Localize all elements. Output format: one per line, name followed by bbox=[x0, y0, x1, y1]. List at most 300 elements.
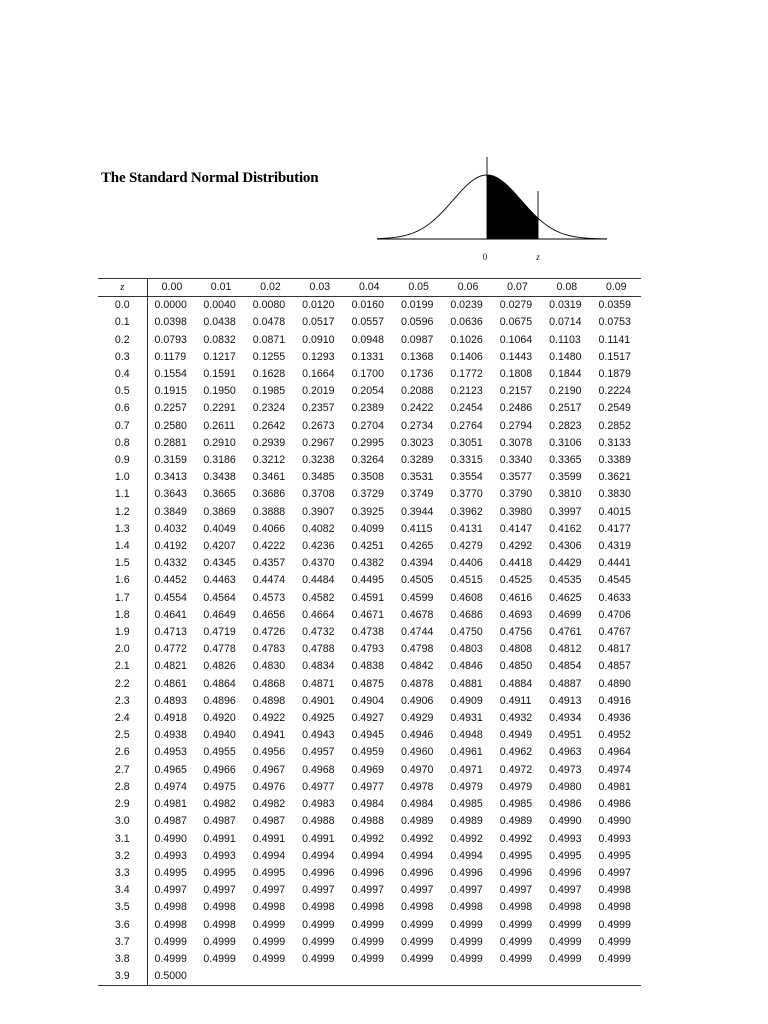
probability-cell: 0.2422 bbox=[400, 402, 434, 415]
probability-cell: 0.3849 bbox=[154, 505, 187, 518]
probability-cell: 0.3133 bbox=[598, 436, 631, 449]
probability-cell: 0.4995 bbox=[203, 866, 236, 879]
probability-cell: 0.4970 bbox=[400, 763, 434, 776]
probability-cell: 0.0832 bbox=[203, 333, 236, 346]
probability-cell: 0.4332 bbox=[154, 557, 187, 570]
probability-cell: 0.3907 bbox=[302, 505, 335, 518]
probability-cell: 0.4998 bbox=[203, 901, 236, 914]
table-row bbox=[98, 727, 641, 744]
probability-cell: 0.0040 bbox=[203, 299, 236, 312]
probability-cell: 0.4981 bbox=[598, 780, 631, 793]
probability-cell: 0.0910 bbox=[302, 333, 335, 346]
z-value-cell: 1.3 bbox=[98, 521, 147, 538]
z-value-cell: 3.0 bbox=[98, 813, 147, 830]
probability-cell: 0.0714 bbox=[549, 316, 582, 329]
probability-cell: 0.4983 bbox=[302, 798, 335, 811]
probability-cell: 0.4999 bbox=[252, 918, 286, 931]
table-row bbox=[98, 676, 641, 693]
probability-cell: 0.1331 bbox=[351, 350, 384, 363]
probability-cell: 0.4884 bbox=[499, 677, 533, 690]
probability-cell: 0.4929 bbox=[400, 712, 434, 725]
z-value-cell: 0.2 bbox=[98, 332, 147, 349]
probability-cell: 0.4803 bbox=[450, 643, 483, 656]
probability-cell: 0.1808 bbox=[499, 368, 533, 381]
probability-cell: 0.2794 bbox=[499, 419, 533, 432]
probability-cell: 0.4441 bbox=[598, 557, 631, 570]
probability-cell: 0.3997 bbox=[549, 505, 582, 518]
probability-cell: 0.2123 bbox=[450, 385, 483, 398]
z-value-cell: 0.6 bbox=[98, 400, 147, 417]
probability-cell: 0.4788 bbox=[302, 643, 335, 656]
probability-cell: 0.4049 bbox=[203, 522, 236, 535]
probability-cell: 0.4857 bbox=[598, 660, 631, 673]
probability-cell: 0.4783 bbox=[252, 643, 286, 656]
probability-cell: 0.0120 bbox=[302, 299, 335, 312]
probability-cell: 0.3531 bbox=[400, 471, 434, 484]
probability-cell: 0.4999 bbox=[154, 935, 187, 948]
z-value-cell: 0.8 bbox=[98, 435, 147, 452]
z-column-header: z bbox=[98, 279, 147, 297]
probability-cell: 0.4952 bbox=[598, 729, 631, 742]
table-row bbox=[98, 349, 641, 366]
z-value-cell: 1.0 bbox=[98, 469, 147, 486]
probability-cell: 0.1879 bbox=[598, 368, 631, 381]
probability-cell bbox=[394, 968, 443, 986]
table-row bbox=[98, 865, 641, 882]
probability-cell: 0.4535 bbox=[549, 574, 582, 587]
probability-cell: 0.0596 bbox=[400, 316, 434, 329]
probability-cell bbox=[443, 968, 492, 986]
table-row bbox=[98, 366, 641, 383]
probability-cell: 0.4946 bbox=[400, 729, 434, 742]
probability-cell: 0.4719 bbox=[203, 626, 236, 639]
z-value-cell: 2.0 bbox=[98, 641, 147, 658]
column-header: 0.08 bbox=[556, 281, 578, 293]
probability-cell: 0.4999 bbox=[450, 952, 483, 965]
probability-cell: 0.4996 bbox=[351, 866, 384, 879]
probability-cell: 0.3770 bbox=[450, 488, 483, 501]
probability-cell: 0.4990 bbox=[154, 832, 187, 845]
probability-cell: 0.4932 bbox=[499, 712, 533, 725]
probability-cell: 0.4994 bbox=[351, 849, 384, 862]
probability-cell: 0.4881 bbox=[450, 677, 483, 690]
probability-cell bbox=[246, 968, 295, 986]
probability-cell: 0.2939 bbox=[252, 436, 286, 449]
table-header-row bbox=[98, 279, 641, 297]
probability-cell: 0.4732 bbox=[302, 626, 335, 639]
probability-cell: 0.4131 bbox=[450, 522, 483, 535]
table-row bbox=[98, 383, 641, 400]
z-value-cell: 2.9 bbox=[98, 796, 147, 813]
probability-cell: 0.4904 bbox=[351, 694, 384, 707]
probability-cell: 0.4961 bbox=[450, 746, 483, 759]
probability-cell: 0.3340 bbox=[499, 454, 533, 467]
probability-cell: 0.4699 bbox=[549, 608, 582, 621]
probability-cell: 0.4484 bbox=[302, 574, 335, 587]
z-value-cell: 1.2 bbox=[98, 504, 147, 521]
probability-cell: 0.2852 bbox=[598, 419, 631, 432]
table-row bbox=[98, 435, 641, 452]
probability-cell: 0.4850 bbox=[499, 660, 533, 673]
probability-cell: 0.3708 bbox=[302, 488, 335, 501]
probability-cell: 0.4608 bbox=[450, 591, 483, 604]
probability-cell: 0.1368 bbox=[400, 350, 434, 363]
probability-cell: 0.4778 bbox=[203, 643, 236, 656]
table-row bbox=[98, 934, 641, 951]
column-header: 0.07 bbox=[507, 281, 528, 293]
probability-cell: 0.4887 bbox=[549, 677, 582, 690]
probability-cell: 0.4989 bbox=[499, 815, 533, 828]
column-header: 0.00 bbox=[161, 281, 183, 293]
probability-cell: 0.4989 bbox=[450, 815, 483, 828]
probability-cell: 0.4868 bbox=[252, 677, 286, 690]
probability-cell: 0.4953 bbox=[154, 746, 187, 759]
probability-cell: 0.4591 bbox=[351, 591, 384, 604]
probability-cell: 0.0319 bbox=[549, 299, 582, 312]
z-value-cell: 2.1 bbox=[98, 658, 147, 675]
probability-cell: 0.1103 bbox=[549, 333, 581, 346]
probability-cell: 0.4998 bbox=[252, 901, 286, 914]
z-value-cell: 1.6 bbox=[98, 572, 147, 589]
probability-cell: 0.4756 bbox=[499, 626, 533, 639]
probability-cell: 0.4846 bbox=[450, 660, 483, 673]
probability-cell: 0.4842 bbox=[400, 660, 434, 673]
probability-cell: 0.4998 bbox=[203, 918, 236, 931]
probability-cell: 0.4767 bbox=[598, 626, 631, 639]
probability-cell: 0.4925 bbox=[302, 712, 335, 725]
probability-cell: 0.4573 bbox=[252, 591, 286, 604]
probability-cell: 0.4996 bbox=[549, 866, 582, 879]
probability-cell: 0.2734 bbox=[400, 419, 434, 432]
probability-cell: 0.4633 bbox=[598, 591, 631, 604]
probability-cell: 0.1064 bbox=[499, 333, 533, 346]
probability-cell: 0.4999 bbox=[400, 952, 434, 965]
probability-cell: 0.4974 bbox=[154, 780, 187, 793]
probability-cell: 0.4817 bbox=[598, 643, 631, 656]
probability-cell: 0.4979 bbox=[450, 780, 483, 793]
probability-cell: 0.3729 bbox=[351, 488, 384, 501]
probability-cell: 0.4838 bbox=[351, 660, 384, 673]
table-row bbox=[98, 469, 641, 486]
probability-cell: 0.4999 bbox=[302, 935, 335, 948]
probability-cell: 0.4999 bbox=[549, 952, 582, 965]
probability-cell: 0.4909 bbox=[450, 694, 483, 707]
probability-cell: 0.0000 bbox=[154, 299, 187, 312]
probability-cell: 0.4999 bbox=[549, 935, 582, 948]
probability-cell: 0.4996 bbox=[450, 866, 483, 879]
probability-cell: 0.4999 bbox=[252, 935, 286, 948]
probability-cell: 0.4974 bbox=[598, 763, 631, 776]
probability-cell: 0.4968 bbox=[302, 763, 335, 776]
probability-cell: 0.4992 bbox=[351, 832, 384, 845]
probability-cell: 0.4984 bbox=[351, 798, 384, 811]
table-row bbox=[98, 538, 641, 555]
probability-cell: 0.4279 bbox=[450, 540, 483, 553]
probability-cell: 0.4991 bbox=[302, 832, 335, 845]
probability-cell: 0.4032 bbox=[154, 522, 187, 535]
probability-cell: 0.4992 bbox=[400, 832, 434, 845]
probability-cell: 0.4671 bbox=[351, 608, 384, 621]
probability-cell: 0.4821 bbox=[154, 660, 187, 673]
probability-cell: 0.4564 bbox=[203, 591, 236, 604]
probability-cell: 0.4990 bbox=[549, 815, 582, 828]
probability-cell: 0.4854 bbox=[549, 660, 582, 673]
probability-cell: 0.4965 bbox=[154, 763, 187, 776]
probability-cell: 0.4980 bbox=[549, 780, 582, 793]
probability-cell: 0.4959 bbox=[351, 746, 384, 759]
probability-cell: 0.0359 bbox=[598, 299, 631, 312]
z-value-cell: 2.5 bbox=[98, 727, 147, 744]
probability-cell: 0.2549 bbox=[598, 402, 631, 415]
probability-cell: 0.4940 bbox=[203, 729, 236, 742]
table-row bbox=[98, 607, 641, 624]
probability-cell: 0.4957 bbox=[302, 746, 335, 759]
probability-cell: 0.4995 bbox=[549, 849, 582, 862]
probability-cell: 0.4997 bbox=[450, 884, 483, 897]
probability-cell: 0.0438 bbox=[203, 316, 236, 329]
probability-cell: 0.5000 bbox=[154, 970, 187, 983]
table-row bbox=[98, 658, 641, 675]
probability-cell: 0.2157 bbox=[499, 385, 533, 398]
probability-cell: 0.3888 bbox=[252, 505, 286, 518]
probability-cell: 0.4997 bbox=[154, 884, 187, 897]
probability-cell: 0.2486 bbox=[499, 402, 533, 415]
column-header: 0.09 bbox=[605, 281, 627, 293]
probability-cell: 0.4830 bbox=[252, 660, 286, 673]
probability-cell: 0.2291 bbox=[203, 402, 236, 415]
probability-cell: 0.4999 bbox=[252, 952, 286, 965]
column-header: 0.01 bbox=[210, 281, 232, 293]
table-row bbox=[98, 882, 641, 899]
z-table bbox=[98, 278, 641, 986]
probability-cell: 0.4920 bbox=[203, 712, 236, 725]
probability-cell: 0.4370 bbox=[302, 557, 335, 570]
probability-cell: 0.0080 bbox=[252, 299, 286, 312]
probability-cell: 0.1179 bbox=[154, 350, 187, 363]
probability-cell: 0.4706 bbox=[598, 608, 631, 621]
probability-cell: 0.4982 bbox=[252, 798, 286, 811]
probability-cell: 0.4999 bbox=[154, 952, 187, 965]
table-row bbox=[98, 297, 641, 315]
probability-cell: 0.4890 bbox=[598, 677, 631, 690]
probability-cell: 0.4949 bbox=[499, 729, 533, 742]
probability-cell: 0.3051 bbox=[450, 436, 483, 449]
column-header: 0.06 bbox=[457, 281, 479, 293]
probability-cell: 0.4967 bbox=[252, 763, 286, 776]
probability-cell: 0.4992 bbox=[499, 832, 533, 845]
probability-cell: 0.4463 bbox=[203, 574, 236, 587]
probability-cell: 0.1736 bbox=[400, 368, 434, 381]
table-row bbox=[98, 486, 641, 503]
probability-cell: 0.4306 bbox=[549, 540, 582, 553]
probability-cell bbox=[542, 968, 591, 986]
table-body bbox=[98, 297, 641, 986]
probability-cell: 0.4998 bbox=[598, 901, 631, 914]
probability-cell: 0.4998 bbox=[598, 884, 631, 897]
probability-cell: 0.4162 bbox=[549, 522, 582, 535]
probability-cell bbox=[295, 968, 344, 986]
table-row bbox=[98, 641, 641, 658]
table-row bbox=[98, 521, 641, 538]
probability-cell: 0.4995 bbox=[598, 849, 631, 862]
probability-cell: 0.2704 bbox=[351, 419, 384, 432]
probability-cell: 0.3023 bbox=[400, 436, 434, 449]
probability-cell: 0.4979 bbox=[499, 780, 533, 793]
probability-cell: 0.4998 bbox=[549, 901, 582, 914]
probability-cell: 0.4975 bbox=[203, 780, 236, 793]
z-value-cell: 3.9 bbox=[98, 968, 147, 986]
table-row bbox=[98, 744, 641, 761]
probability-cell: 0.4990 bbox=[598, 815, 631, 828]
probability-cell: 0.4996 bbox=[499, 866, 533, 879]
probability-cell: 0.3106 bbox=[549, 436, 582, 449]
probability-cell: 0.4976 bbox=[252, 780, 286, 793]
table-row bbox=[98, 951, 641, 968]
probability-cell: 0.4878 bbox=[400, 677, 434, 690]
z-value-cell: 3.4 bbox=[98, 882, 147, 899]
probability-cell: 0.4999 bbox=[400, 918, 434, 931]
probability-cell: 0.4988 bbox=[351, 815, 384, 828]
probability-cell: 0.3577 bbox=[499, 471, 533, 484]
probability-cell: 0.4991 bbox=[252, 832, 286, 845]
probability-cell: 0.1985 bbox=[252, 385, 286, 398]
probability-cell: 0.0557 bbox=[351, 316, 384, 329]
probability-cell: 0.1664 bbox=[302, 368, 335, 381]
probability-cell: 0.0753 bbox=[598, 316, 631, 329]
table-row bbox=[98, 710, 641, 727]
z-value-cell: 1.5 bbox=[98, 555, 147, 572]
probability-cell: 0.4934 bbox=[549, 712, 582, 725]
probability-cell: 0.4864 bbox=[203, 677, 236, 690]
probability-cell: 0.4808 bbox=[499, 643, 533, 656]
probability-cell: 0.4345 bbox=[203, 557, 236, 570]
probability-cell: 0.4406 bbox=[450, 557, 483, 570]
z-value-cell: 0.5 bbox=[98, 383, 147, 400]
probability-cell: 0.4147 bbox=[499, 522, 533, 535]
probability-cell: 0.4995 bbox=[499, 849, 533, 862]
probability-cell: 0.4906 bbox=[400, 694, 434, 707]
probability-cell: 0.4582 bbox=[302, 591, 335, 604]
probability-cell: 0.3790 bbox=[499, 488, 533, 501]
probability-cell: 0.3810 bbox=[549, 488, 582, 501]
probability-cell: 0.4893 bbox=[154, 694, 187, 707]
probability-cell: 0.4738 bbox=[351, 626, 384, 639]
probability-cell: 0.4992 bbox=[450, 832, 483, 845]
probability-cell: 0.4993 bbox=[154, 849, 187, 862]
probability-cell: 0.4997 bbox=[351, 884, 384, 897]
probability-cell: 0.4599 bbox=[400, 591, 434, 604]
probability-cell: 0.3289 bbox=[400, 454, 434, 467]
probability-cell: 0.4997 bbox=[203, 884, 236, 897]
probability-cell: 0.0675 bbox=[499, 316, 533, 329]
probability-cell: 0.2642 bbox=[252, 419, 286, 432]
z-value-cell: 2.4 bbox=[98, 710, 147, 727]
probability-cell: 0.4793 bbox=[351, 643, 384, 656]
probability-cell: 0.4292 bbox=[499, 540, 533, 553]
probability-cell: 0.3461 bbox=[252, 471, 286, 484]
probability-cell: 0.0478 bbox=[252, 316, 286, 329]
probability-cell: 0.4987 bbox=[154, 815, 187, 828]
probability-cell: 0.0398 bbox=[154, 316, 187, 329]
probability-cell: 0.4922 bbox=[252, 712, 286, 725]
column-header: 0.02 bbox=[260, 281, 281, 293]
table-row bbox=[98, 418, 641, 435]
probability-cell: 0.2611 bbox=[203, 419, 236, 432]
probability-cell: 0.4916 bbox=[598, 694, 631, 707]
z-value-cell: 1.9 bbox=[98, 624, 147, 641]
probability-cell: 0.0199 bbox=[400, 299, 434, 312]
probability-cell: 0.4726 bbox=[252, 626, 286, 639]
probability-cell: 0.4236 bbox=[302, 540, 335, 553]
table-row bbox=[98, 332, 641, 349]
probability-cell: 0.4222 bbox=[252, 540, 286, 553]
z-value-cell: 3.7 bbox=[98, 934, 147, 951]
probability-cell: 0.4938 bbox=[154, 729, 187, 742]
probability-cell: 0.2019 bbox=[302, 385, 335, 398]
probability-cell: 0.0279 bbox=[499, 299, 533, 312]
probability-cell: 0.0636 bbox=[450, 316, 483, 329]
table-row bbox=[98, 968, 641, 986]
probability-cell: 0.4999 bbox=[302, 918, 335, 931]
probability-cell: 0.4977 bbox=[302, 780, 335, 793]
probability-cell: 0.4999 bbox=[351, 918, 384, 931]
z-label: z bbox=[536, 252, 540, 262]
probability-cell: 0.4931 bbox=[450, 712, 483, 725]
probability-cell: 0.3159 bbox=[154, 454, 187, 467]
probability-cell: 0.4987 bbox=[203, 815, 236, 828]
probability-cell: 0.2389 bbox=[351, 402, 384, 415]
probability-cell: 0.4099 bbox=[351, 522, 384, 535]
probability-cell: 0.4993 bbox=[549, 832, 582, 845]
probability-cell: 0.2910 bbox=[203, 436, 236, 449]
probability-cell: 0.4649 bbox=[203, 608, 236, 621]
probability-cell: 0.0793 bbox=[154, 333, 187, 346]
probability-cell: 0.4963 bbox=[549, 746, 582, 759]
probability-cell: 0.4999 bbox=[351, 935, 384, 948]
probability-cell: 0.4972 bbox=[499, 763, 533, 776]
table-row bbox=[98, 314, 641, 331]
probability-cell: 0.3212 bbox=[252, 454, 286, 467]
probability-cell: 0.4998 bbox=[154, 918, 187, 931]
probability-cell: 0.4066 bbox=[252, 522, 286, 535]
probability-cell: 0.1554 bbox=[154, 368, 187, 381]
probability-cell: 0.4951 bbox=[549, 729, 582, 742]
z-value-cell: 2.7 bbox=[98, 762, 147, 779]
probability-cell: 0.3554 bbox=[450, 471, 483, 484]
probability-cell: 0.2881 bbox=[154, 436, 187, 449]
probability-cell: 0.4999 bbox=[351, 952, 384, 965]
probability-cell: 0.4997 bbox=[252, 884, 286, 897]
probability-cell: 0.4913 bbox=[549, 694, 582, 707]
probability-cell: 0.3365 bbox=[549, 454, 582, 467]
probability-cell: 0.4495 bbox=[351, 574, 384, 587]
z-value-cell: 0.9 bbox=[98, 452, 147, 469]
probability-cell: 0.4999 bbox=[499, 918, 533, 931]
probability-cell: 0.1255 bbox=[252, 350, 286, 363]
probability-cell: 0.4955 bbox=[203, 746, 236, 759]
probability-cell: 0.1950 bbox=[203, 385, 236, 398]
z-value-cell: 3.8 bbox=[98, 951, 147, 968]
probability-cell: 0.3980 bbox=[499, 505, 533, 518]
probability-cell: 0.3264 bbox=[351, 454, 384, 467]
probability-cell: 0.4981 bbox=[154, 798, 187, 811]
probability-cell: 0.2257 bbox=[154, 402, 187, 415]
table-row bbox=[98, 762, 641, 779]
z-value-cell: 0.1 bbox=[98, 314, 147, 331]
table-row bbox=[98, 590, 641, 607]
probability-cell: 0.4971 bbox=[450, 763, 483, 776]
probability-cell: 0.4993 bbox=[598, 832, 631, 845]
